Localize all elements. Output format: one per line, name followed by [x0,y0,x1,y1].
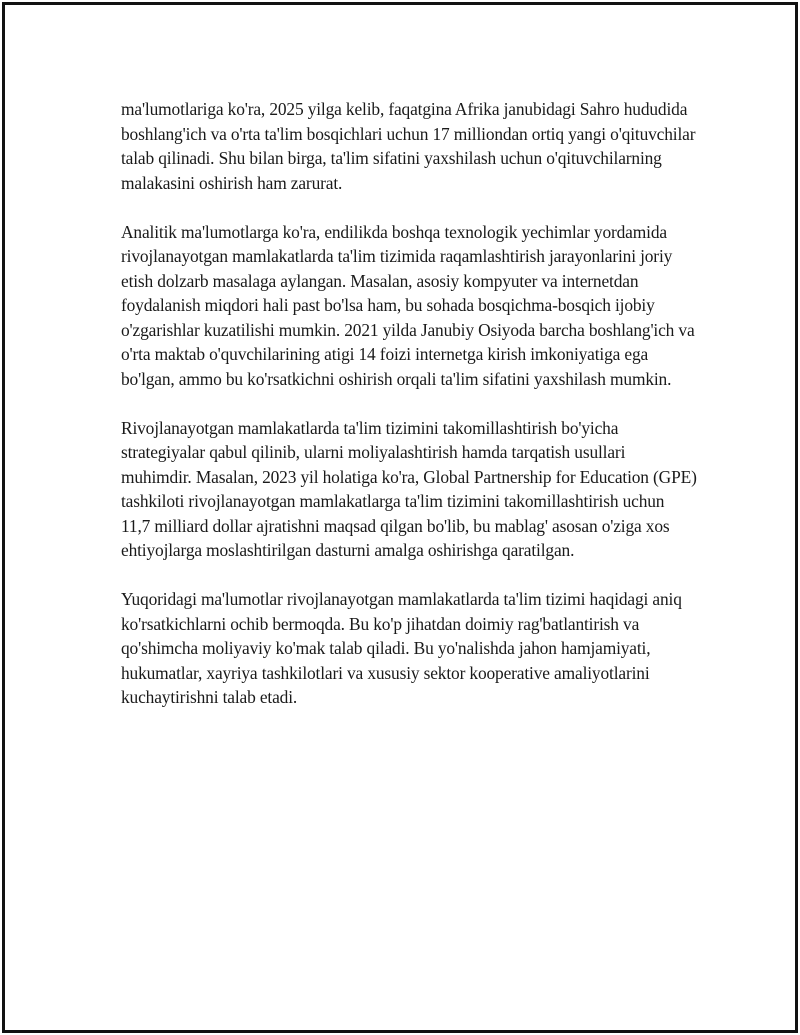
paragraph-3: Rivojlanayotgan mamlakatlarda ta'lim tizimini takomillashtirish bo'yicha strategiyalar qabul qilinib, ularni moliyalashtirish hamda tarqatish usullari muhimdir. Masalan, 2023 yil holatiga ko'ra, Global Partnership for Education (GPE) tashkiloti rivojlanayotgan mamlakatlarga ta'lim tizimini takomillashtirish uchun 11,7 milliard dollar ajratishni maqsad qilgan bo'lib, bu mablag' asosan o'ziga xos ehtiyojlarga moslashtirilgan dasturni amalga oshirishga qaratilgan. [121,417,697,560]
paragraph-4: Yuqoridagi ma'lumotlar rivojlanayotgan mamlakatlarda ta'lim tizimi haqidagi aniq ko'rsatkichlarni ochib bermoqda. Bu ko'p jihatdan doimiy rag'batlantirish va qo'shimcha moliyaviy ko'mak talab qiladi. Bu yo'nalishda jahon hamjamiyati, hukumatlar, xayriya tashkilotlari va xususiy sektor kooperative amaliyotlarini kuchaytirishni talab etadi. [121,589,682,707]
document-body [121,97,697,734]
paragraph-1: ma'lumotlariga ko'ra, 2025 yilga kelib, faqatgina Afrika janubidagi Sahro hududida boshlang'ich va o'rta ta'lim bosqichlari uchun 17 milliondan ortiq yangi o'qituvchilar talab qilinadi. Shu bilan birga, ta'lim sifatini yaxshilash uchun o'qituvchilarning malakasini oshirish ham zarurat. [121,99,696,193]
page-border [2,2,798,1033]
paragraph-2: Analitik ma'lumotlarga ko'ra, endilikda boshqa texnologik yechimlar yordamida rivojlanayotgan mamlakatlarda ta'lim tizimida raqamlashtirish jarayonlarini joriy etish dolzarb masalaga aylangan. Masalan, asosiy kompyuter va internetdan foydalanish miqdori hali past bo'lsa ham, bu sohada bosqichma-bosqich ijobiy o'zgarishlar kuzatilishi mumkin. 2021 yilda Janubiy Osiyoda barcha boshlang'ich va o'rta maktab o'quvchilarining atigi 14 foizi internetga kirish imkoniyatiga ega bo'lgan, ammo bu ko'rsatkichni oshirish orqali ta'lim sifatini yaxshilash mumkin. [121,221,695,389]
